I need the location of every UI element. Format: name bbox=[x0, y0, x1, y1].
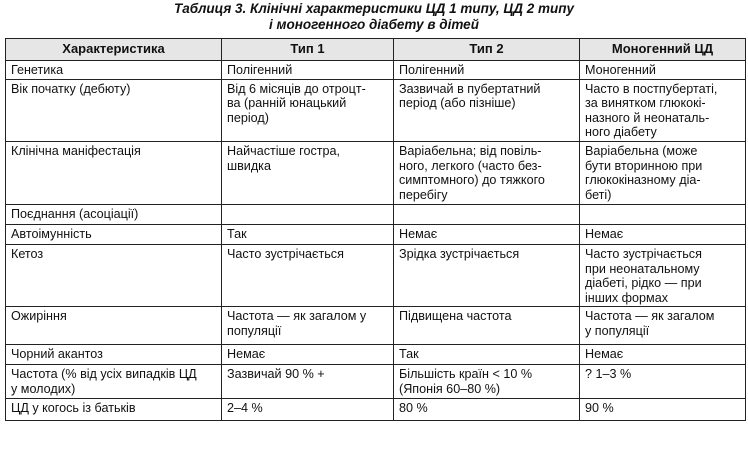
table-caption-line-1: Таблиця 3. Клінічні характеристики ЦД 1 типу, ЦД 2 типу bbox=[174, 1, 574, 16]
header-monogenic: Моногенний ЦД bbox=[580, 39, 746, 61]
table-row bbox=[6, 345, 746, 365]
cell-type-2: Так bbox=[394, 345, 580, 365]
table-row bbox=[6, 204, 746, 224]
row-label: Частота (% від усіх випадків ЦД у молодих) bbox=[6, 365, 222, 398]
row-label: ЦД у когось із батьків bbox=[6, 398, 222, 420]
cell-type-1: Від 6 місяців до отроцт- ва (ранній юнацький період) bbox=[222, 79, 394, 141]
row-label: Вік початку (дебюту) bbox=[6, 79, 222, 141]
cell-type-1: Так bbox=[222, 224, 394, 244]
cell-monogenic: Часто зустрічається при неонатальному діабеті, рідко — при інших формах bbox=[580, 244, 746, 306]
cell-type-1: Полігенний bbox=[222, 61, 394, 80]
row-label: Кетоз bbox=[6, 244, 222, 306]
header-characteristic: Характеристика bbox=[6, 39, 222, 61]
cell-type-2: Більшість країн < 10 % (Японія 60–80 %) bbox=[394, 365, 580, 398]
cell-monogenic: Варіабельна (може бути вторинною при глюкокіназному діа- беті) bbox=[580, 141, 746, 204]
table-caption-line-2: і моногенного діабету в дітей bbox=[269, 17, 479, 32]
table-row bbox=[6, 365, 746, 398]
cell-type-1: Частота — як загалом у популяції bbox=[222, 307, 394, 345]
cell-monogenic bbox=[580, 204, 746, 224]
cell-type-2: Варіабельна; від повіль- ного, легкого (часто без- симптомного) до тяжкого перебігу bbox=[394, 141, 580, 204]
table-row bbox=[6, 244, 746, 306]
cell-type-2: Зазвичай в пубертатний період (або пізніше) bbox=[394, 79, 580, 141]
table-header-row bbox=[6, 39, 746, 61]
table-row bbox=[6, 79, 746, 141]
table-row bbox=[6, 61, 746, 80]
row-label: Клінічна маніфестація bbox=[6, 141, 222, 204]
cell-type-2: Підвищена частота bbox=[394, 307, 580, 345]
table-row bbox=[6, 224, 746, 244]
row-label: Поєднання (асоціації) bbox=[6, 204, 222, 224]
cell-monogenic: Моногенний bbox=[580, 61, 746, 80]
cell-type-1: Часто зустрічається bbox=[222, 244, 394, 306]
row-label: Автоімунність bbox=[6, 224, 222, 244]
cell-monogenic: Немає bbox=[580, 224, 746, 244]
cell-type-1: Найчастіше гостра, швидка bbox=[222, 141, 394, 204]
row-label: Ожиріння bbox=[6, 307, 222, 345]
cell-type-1: Зазвичай 90 % + bbox=[222, 365, 394, 398]
cell-monogenic: Немає bbox=[580, 345, 746, 365]
row-label: Чорний акантоз bbox=[6, 345, 222, 365]
table-row bbox=[6, 141, 746, 204]
table-row bbox=[6, 398, 746, 420]
cell-type-2: Полігенний bbox=[394, 61, 580, 80]
table-row bbox=[6, 307, 746, 345]
cell-monogenic: 90 % bbox=[580, 398, 746, 420]
cell-type-2: Немає bbox=[394, 224, 580, 244]
cell-type-2 bbox=[394, 204, 580, 224]
cell-monogenic: ? 1–3 % bbox=[580, 365, 746, 398]
cell-type-1: Немає bbox=[222, 345, 394, 365]
cell-monogenic: Часто в постпубертаті, за винятком глюкокі- назного й неонаталь- ного діабету bbox=[580, 79, 746, 141]
header-type-2: Тип 2 bbox=[394, 39, 580, 61]
row-label: Генетика bbox=[6, 61, 222, 80]
table-caption bbox=[0, 1, 748, 33]
cell-type-1: 2–4 % bbox=[222, 398, 394, 420]
cell-monogenic: Частота — як загалом у популяції bbox=[580, 307, 746, 345]
characteristics-table bbox=[5, 38, 746, 421]
header-type-1: Тип 1 bbox=[222, 39, 394, 61]
cell-type-2: Зрідка зустрічається bbox=[394, 244, 580, 306]
cell-type-2: 80 % bbox=[394, 398, 580, 420]
cell-type-1 bbox=[222, 204, 394, 224]
